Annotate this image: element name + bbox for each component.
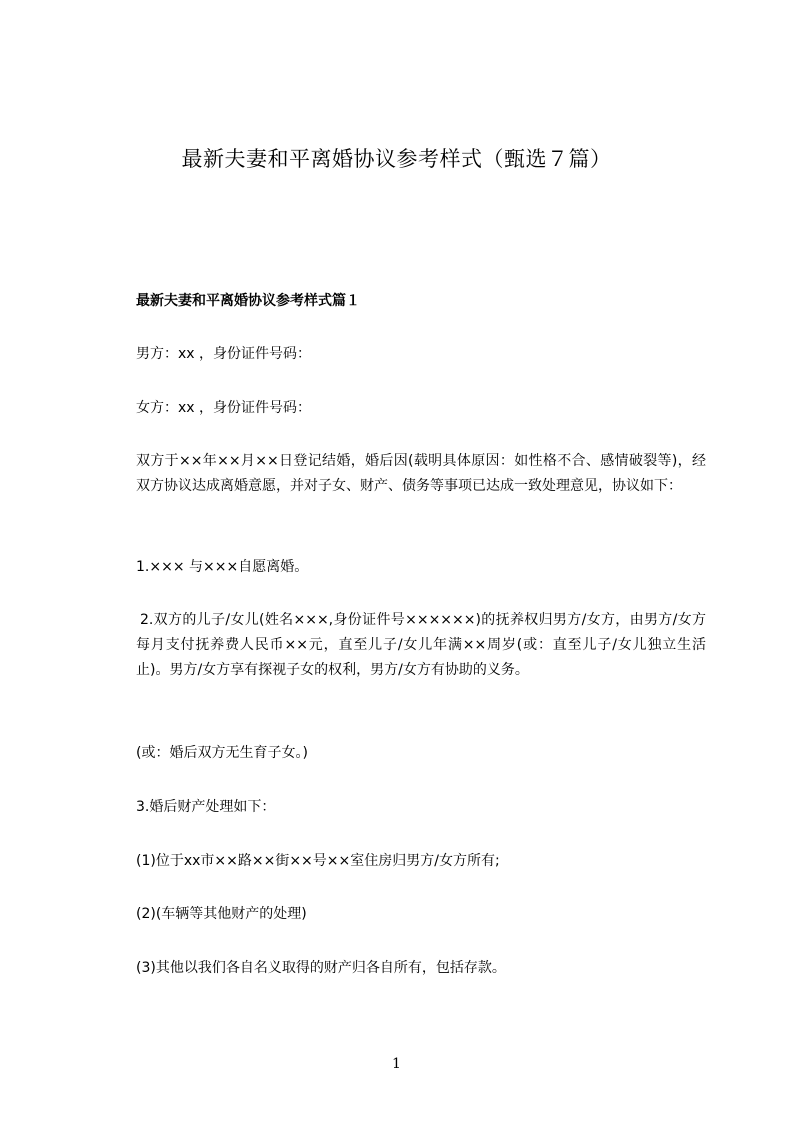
clause-2-paragraph: 2.双方的儿子/女儿(姓名×××,身份证件号××××××)的抚养权归男方/女方，由男方/女方每月支付抚养费人民币××元，直至儿子/女儿年满××周岁(或：直至儿子/女儿独立生活止)。男方/女方享有探视子女的权利，男方/女方有协助的义务。 — [136, 612, 706, 678]
male-party-line: 男方：xx ，身份证件号码： — [136, 346, 312, 362]
page-number: 1 — [392, 1056, 401, 1072]
section-heading: 最新夫妻和平离婚协议参考样式篇１ — [136, 293, 360, 309]
clause-3: 3.婚后财产处理如下： — [136, 799, 276, 815]
clause-1: 1.××× 与×××自愿离婚。 — [136, 559, 309, 575]
clause-3-item-1: (1)位于xx市××路××街××号××室住房归男方/女方所有; — [136, 853, 500, 869]
clause-3-item-3: (3)其他以我们各自名义取得的财产归各自所有，包括存款。 — [136, 960, 506, 976]
intro-paragraph: 双方于××年××月××日登记结婚，婚后因(载明具体原因：如性格不合、感情破裂等)，经双方协议达成离婚意愿，并对子女、财产、债务等事项已达成一致处理意见，协议如下： — [136, 453, 706, 494]
clause-3-item-2: (2)(车辆等其他财产的处理) — [136, 906, 307, 922]
document-title: 最新夫妻和平离婚协议参考样式（甄选７篇） — [181, 147, 612, 171]
female-party-line: 女方：xx ，身份证件号码： — [136, 400, 312, 416]
clause-2-alternative: (或：婚后双方无生育子女。) — [136, 745, 308, 761]
